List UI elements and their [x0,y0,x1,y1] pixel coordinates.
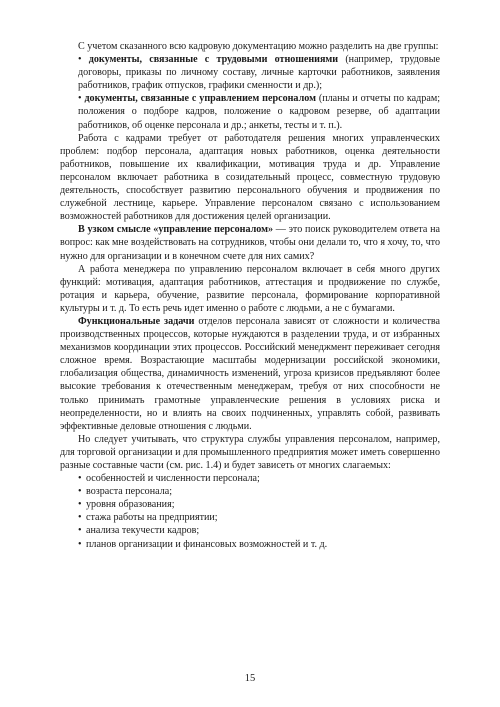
bullet-labor-documents: • документы, связанные с трудовыми отношениями (например, трудовые договоры, приказы по личному составу, личные карточки работников, заявления работников, график отпусков, графики сменности и др.); [78,54,440,92]
list-item: • уровня образования; [60,498,440,511]
list-item: • особенностей и численности персонала; [60,472,440,485]
bullet-text: (например, трудовые договоры, приказы по личному составу, личные карточки работников, заявления работников, график отпусков, графики сменности и др.); [78,54,440,92]
list-item: • возраста персонала; [60,485,440,498]
page-number: 15 [244,673,256,684]
factors-list [60,472,440,551]
manager-work-paragraph: А работа менеджера по управлению персоналом включает в себя много других функций: мотивация, адаптация работников, аттестация и продвижение по службе, ротация и карьера, обучение, развитие персонала, формирование корпоративной культуры и т. д. То есть речь идет именно о работе с людьми, а не с бумагами. [60,263,440,314]
intro-paragraph: С учетом сказанного всю кадровую документацию можно разделить на две группы: [78,41,439,52]
bold-term: документы, связанные с управлением персоналом [84,93,316,105]
paragraph-text: — это поиск руководителем ответа на вопрос: как мне воздействовать на сотрудников, чтобы они делали то, что я хочу, то, что нужно для организации и в конечном счете для них самих? [60,224,440,262]
paragraph-text: отделов персонала зависят от сложности и количества производственных процессов, которые нуждаются в разделении труда, и от избранных механизмов координации этих процессов. Российский менеджмент переживает сегодня сложное время. Возрастающие масштабы модернизации российской экономики, глобализация общества, динамичность изменений, угроза кризисов предъявляют более высокие требования к отечественным менеджерам, требуя от них способности не только принимать грамотные управленческие решения в условиях риска и неопределенности, но и влиять на своих подчиненных, управлять собой, развивать эффективные деловые отношения с людьми. [60,315,441,432]
functional-tasks-paragraph [60,315,440,433]
list-item: • анализа текучести кадров; [60,524,440,537]
personnel-work-paragraph: Работа с кадрами требует от работодателя решения многих управленческих проблем: подбор персонала, адаптация новых работников, оценка деятельности работников, повышение их квалификации, мотивация труда и др. Управление персоналом включает работника в созидательный процесс, совместную трудовую деятельность, способствует развитию персонального обучения и продвижения по служебной лестнице, карьере. Управление персоналом связано с использованием возможностей работников для достижения целей организации. [60,132,440,223]
bold-term: В узком смысле «управление персоналом» [78,224,274,236]
list-item: • стажа работы на предприятии; [60,511,440,524]
narrow-sense-paragraph [60,223,440,262]
structure-paragraph: Но следует учитывать, что структура службы управления персоналом, например, для торговой организации и для промышленного предприятия может иметь совершенно разные составные части (см. рис. 1.4) и будет зависеть от многих слагаемых: [60,433,440,471]
page-body [60,40,440,551]
bold-term: документы, связанные с трудовыми отношениями [88,54,339,66]
list-item: • планов организации и финансовых возможностей и т. д. [60,538,440,551]
bullet-text: (планы и отчеты по кадрам; положения о подборе кадров, положение о кадровом резерве, об адаптации работников, об оценке персонала и др.; анкеты, тесты и т. п.). [78,93,441,131]
bullet-personnel-documents: • документы, связанные с управлением персоналом (планы и отчеты по кадрам; положения о подборе кадров, положение о кадровом резерве, об адаптации работников, об оценке персонала и др.; анкеты, тесты и т. п.). [78,93,441,131]
bold-term: Функциональные задачи [78,315,195,327]
